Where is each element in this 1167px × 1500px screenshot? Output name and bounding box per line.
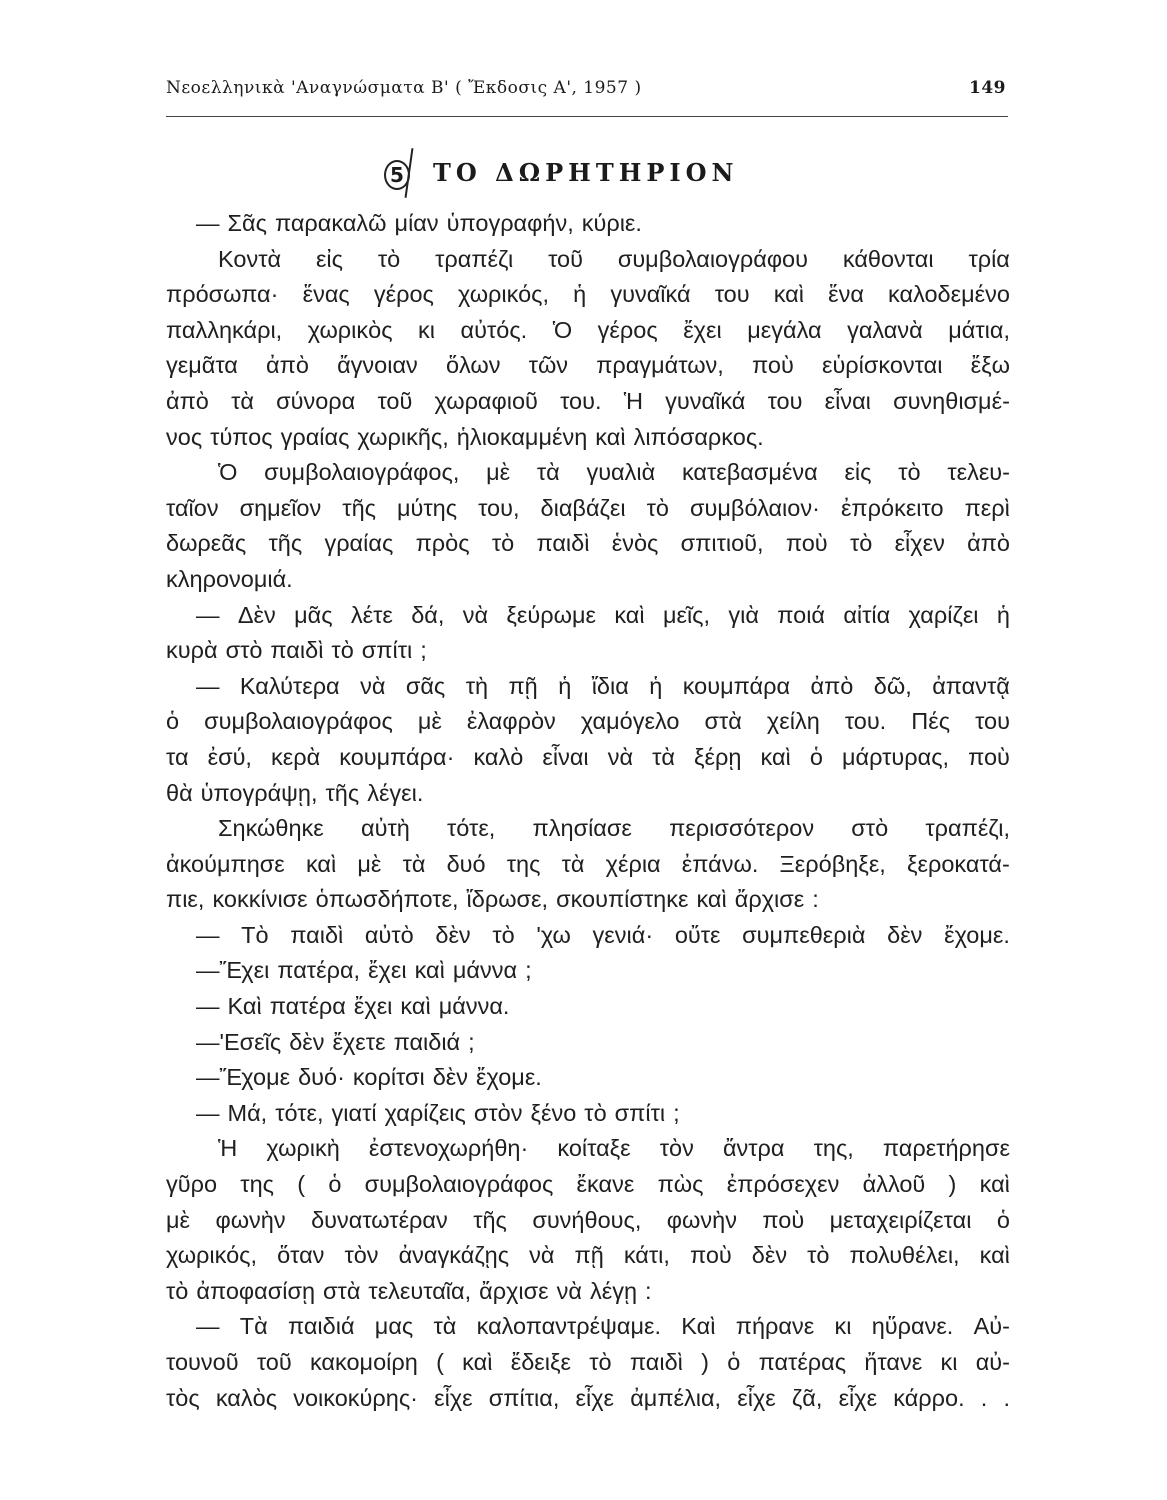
- text-line: νος τύπος γραίας χωρικῆς, ἡλιοκαμμένη καὶ λιπόσαρκος.: [166, 423, 764, 450]
- text-line: — Καλύτερα νὰ σᾶς τὴ πῇ ἡ ἴδια ἡ κουμπάρα ἀπὸ δῶ, ἀπαντᾷ: [196, 672, 1010, 699]
- text-line: — Τὸ παιδὶ αὐτὸ δὲν τὸ 'χω γενιά· οὔτε συμπεθεριὰ δὲν ἔχομε.: [196, 921, 1010, 948]
- chapter-title: ΤΟ ΔΩΡΗΤΗΡΙΟΝ: [433, 158, 739, 187]
- running-head: [166, 74, 1006, 104]
- text-line: θὰ ὑπογράψῃ, τῆς λέγει.: [166, 779, 424, 806]
- text-line: κληρονομιά.: [166, 565, 293, 592]
- text-line: — Δὲν μᾶς λέτε δά, νὰ ξεύρωμε καὶ μεῖς, γιὰ ποιά αἰτία χαρίζει ἡ: [196, 601, 1010, 628]
- text-line: γεμᾶτα ἀπὸ ἄγνοιαν ὅλων τῶν πραγμάτων, ποὺ εὑρίσκονται ἔξω: [166, 352, 1010, 379]
- text-line: — Σᾶς παρακαλῶ μίαν ὑπογραφήν, κύριε.: [196, 210, 642, 236]
- text-line: τουνοῦ τοῦ κακομοίρη ( καὶ ἔδειξε τὸ παιδὶ ) ὁ πατέρας ἤτανε κι αὐ-: [166, 1349, 1010, 1375]
- text-line: χωρικός, ὅταν τὸν ἀναγκάζῃς νὰ πῇ κάτι, ποὺ δὲν τὸ πολυθέλει, καὶ: [166, 1242, 1010, 1269]
- header-rule: [166, 116, 1008, 117]
- body-text: [166, 206, 1010, 1416]
- text-line: πιε, κοκκίνισε ὁπωσδήποτε, ἴδρωσε, σκουπίστηκε καὶ ἄρχισε :: [166, 886, 819, 913]
- text-line: —Ἔχομε δυό· κορίτσι δὲν ἔχομε.: [196, 1064, 542, 1091]
- text-line: —Ἔχει πατέρα, ἔχει καὶ μάννα ;: [196, 957, 532, 984]
- text-line: ἀπὸ τὰ σύνορα τοῦ χωραφιοῦ του. Ἡ γυναῖκά του εἶναι συνηθισμέ-: [166, 387, 1010, 414]
- text-line: — Τὰ παιδιά μας τὰ καλοπαντρέψαμε. Καὶ πήρανε κι ηὕρανε. Αὐ-: [196, 1313, 1010, 1340]
- text-line: γῦρο της ( ὁ συμβολαιογράφος ἔκανε πὼς ἐπρόσεχεν ἀλλοῦ ) καὶ: [166, 1171, 1010, 1198]
- chapter-number: 5: [384, 160, 410, 190]
- text-line: — Καὶ πατέρα ἔχει καὶ μάννα.: [196, 993, 510, 1020]
- text-line: πρόσωπα· ἕνας γέρος χωρικός, ἡ γυναῖκά του καὶ ἕνα καλοδεμένο: [166, 281, 1010, 308]
- text-line: —'Εσεῖς δὲν ἔχετε παιδιά ;: [196, 1028, 475, 1055]
- text-line: τὸ ἀποφασίσῃ στὰ τελευταῖα, ἄρχισε νὰ λέγῃ :: [166, 1277, 652, 1304]
- text-line: τὸς καλὸς νοικοκύρης· εἶχε σπίτια, εἶχε ἀμπέλια, εἶχε ζᾶ, εἶχε κάρρο. . .: [166, 1384, 1010, 1411]
- page-number: 149: [969, 78, 1006, 98]
- text-line: Ὁ συμβολαιογράφος, μὲ τὰ γυαλιὰ κατεβασμένα εἰς τὸ τελευ-: [218, 459, 1010, 486]
- text-line: ὁ συμβολαιογράφος μὲ ἐλαφρὸν χαμόγελο στὰ χείλη του. Πές του: [166, 708, 1010, 735]
- handwritten-chapter-mark: [380, 152, 420, 198]
- text-line: Σηκώθηκε αὐτὴ τότε, πλησίασε περισσότερον στὸ τραπέζι,: [218, 815, 1010, 842]
- text-line: Κοντὰ εἰς τὸ τραπέζι τοῦ συμβολαιογράφου κάθονται τρία: [218, 245, 1010, 272]
- text-line: ἀκούμπησε καὶ μὲ τὰ δυό της τὰ χέρια ἐπάνω. Ξερόβηξε, ξεροκατά-: [166, 850, 1010, 877]
- text-line: — Μά, τότε, γιατί χαρίζεις στὸν ξένο τὸ σπίτι ;: [196, 1099, 680, 1126]
- text-line: παλληκάρι, χωρικὸς κι αὐτός. Ὁ γέρος ἔχει μεγάλα γαλανὰ μάτια,: [166, 316, 1010, 343]
- text-line: μὲ φωνὴν δυνατωτέραν τῆς συνήθους, φωνὴν ποὺ μεταχειρίζεται ὁ: [166, 1206, 1010, 1233]
- book-title: Νεοελληνικὰ 'Αναγνώσματα Β' ( Ἔκδοσις Α', 1957 ): [166, 78, 642, 98]
- text-line: κυρὰ στὸ παιδὶ τὸ σπίτι ;: [166, 637, 427, 664]
- text-line: δωρεᾶς τῆς γραίας πρὸς τὸ παιδὶ ἑνὸς σπιτιοῦ, ποὺ τὸ εἶχεν ἀπὸ: [166, 530, 1010, 557]
- text-line: Ἡ χωρικὴ ἐστενοχωρήθη· κοίταξε τὸν ἄντρα της, παρετήρησε: [218, 1135, 1010, 1162]
- text-line: ταῖον σημεῖον τῆς μύτης του, διαβάζει τὸ συμβόλαιον· ἐπρόκειτο περὶ: [166, 494, 1010, 521]
- text-line: τα ἐσύ, κερὰ κουμπάρα· καλὸ εἶναι νὰ τὰ ξέρῃ καὶ ὁ μάρτυρας, ποὺ: [166, 743, 1010, 770]
